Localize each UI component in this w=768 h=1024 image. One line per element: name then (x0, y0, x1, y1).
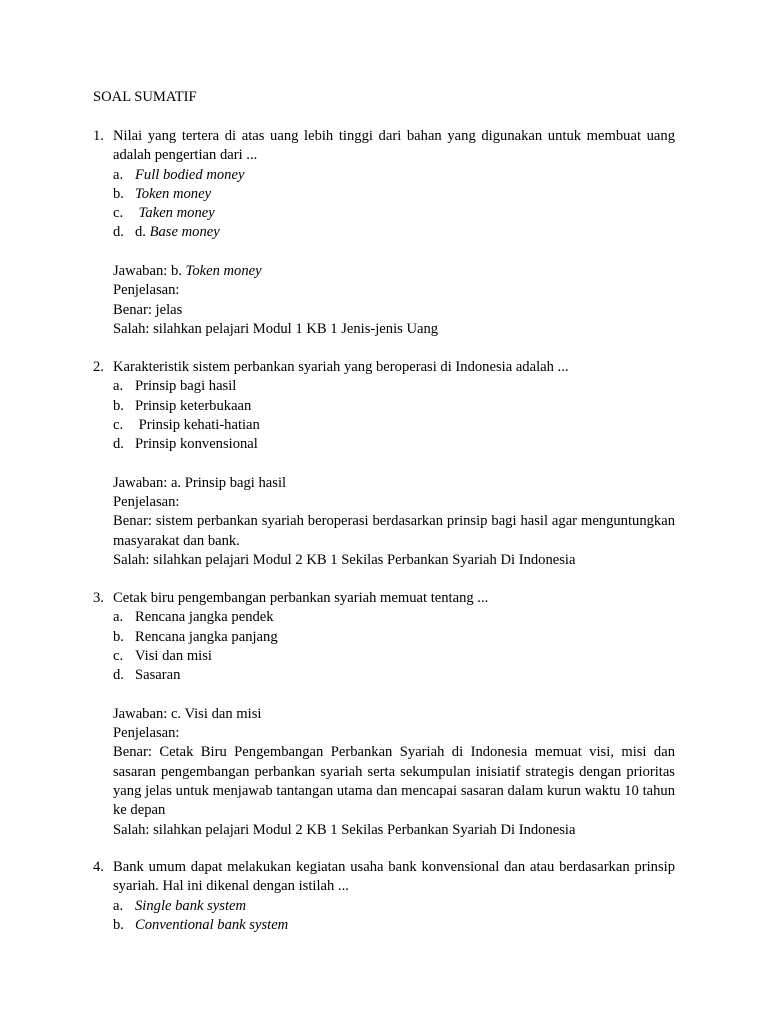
option-letter: b. (113, 397, 124, 414)
wrong-explanation: Salah: silahkan pelajari Modul 2 KB 1 Sekilas Perbankan Syariah Di Indonesia (113, 821, 576, 838)
option-a (93, 608, 675, 627)
option-text: Prinsip keterbukaan (135, 397, 252, 414)
option-text: Rencana jangka pendek (135, 609, 274, 626)
option-text: Base money (149, 224, 220, 241)
correct-explanation: Benar: jelas (113, 301, 183, 318)
option-text: Taken money (135, 205, 215, 222)
question-stem (93, 358, 675, 377)
option-letter: b. (113, 916, 124, 933)
option-list (93, 608, 675, 685)
question-stem (93, 858, 675, 897)
option-c (93, 204, 675, 223)
option-list (93, 897, 675, 936)
question-text: Cetak biru pengembangan perbankan syariah memuat tentang ... (113, 590, 489, 606)
option-b (93, 628, 675, 647)
option-text: Sasaran (135, 667, 181, 684)
question-1 (93, 127, 675, 339)
option-b (93, 397, 675, 416)
question-text: Bank umum dapat melakukan kegiatan usaha bank konvensional dan atau berdasarkan prinsip syariah. Hal ini dikenal dengan istilah ... (113, 859, 675, 895)
option-text: Prinsip konvensional (135, 436, 258, 453)
question-stem (93, 589, 675, 608)
option-letter: c. (113, 205, 124, 222)
answer-value: Token money (185, 263, 262, 280)
option-text: Prinsip kehati-hatian (135, 416, 260, 433)
option-b (93, 185, 675, 204)
question-text: Nilai yang tertera di atas uang lebih tinggi dari bahan yang digunakan untuk membuat uang adalah pengertian dari ... (113, 128, 675, 164)
question-2 (93, 358, 675, 570)
option-letter: a. (113, 609, 124, 626)
answer-line (113, 262, 675, 281)
option-b (93, 916, 675, 935)
option-letter: d. (113, 436, 124, 453)
question-number: 4. (93, 859, 104, 875)
option-text: Prinsip bagi hasil (135, 378, 237, 395)
correct-explanation: Benar: sistem perbankan syariah beroperasi berdasarkan prinsip bagi hasil agar menguntungkan masyarakat dan bank. (113, 513, 675, 549)
option-letter: b. (113, 185, 124, 202)
correct-explanation: Benar: Cetak Biru Pengembangan Perbankan Syariah di Indonesia memuat visi, misi dan sasaran pengembangan perbankan syariah serta sekumpulan inisiatif strategis dengan prioritas yang jelas untuk menjawab tantangan utama dan mencapai sasaran dalam kurun waktu 10 tahun ke depan (113, 744, 675, 819)
answer-line (113, 474, 675, 493)
answer-line (113, 705, 675, 724)
wrong-explanation: Salah: silahkan pelajari Modul 2 KB 1 Sekilas Perbankan Syariah Di Indonesia (113, 551, 576, 568)
option-letter: c. (113, 647, 124, 664)
option-list (93, 166, 675, 243)
answer-block (93, 705, 675, 840)
option-a (93, 377, 675, 396)
question-text: Karakteristik sistem perbankan syariah yang beroperasi di Indonesia adalah ... (113, 359, 569, 375)
option-letter: a. (113, 897, 124, 914)
answer-value: Prinsip bagi hasil (184, 474, 287, 491)
option-a (93, 897, 675, 916)
option-letter: c. (113, 416, 124, 433)
option-letter: d. (113, 224, 124, 241)
option-text: Rencana jangka panjang (135, 628, 278, 645)
option-letter: a. (113, 378, 124, 395)
question-4 (93, 858, 675, 935)
option-c (93, 647, 675, 666)
option-text: Full bodied money (135, 166, 245, 183)
explanation-label: Penjelasan: (113, 494, 180, 511)
option-list (93, 377, 675, 454)
option-d (93, 435, 675, 454)
option-letter: a. (113, 166, 124, 183)
option-letter: b. (113, 628, 124, 645)
wrong-explanation: Salah: silahkan pelajari Modul 1 KB 1 Jenis-jenis Uang (113, 320, 439, 337)
answer-block (93, 474, 675, 570)
option-a (93, 166, 675, 185)
option-text: Token money (135, 185, 212, 202)
option-text-wrap (135, 223, 220, 242)
document-title: SOAL SUMATIF (93, 89, 197, 105)
answer-prefix: Jawaban: c. (113, 705, 185, 722)
option-c (93, 416, 675, 435)
answer-prefix: Jawaban: b. (113, 263, 186, 280)
question-number: 3. (93, 590, 104, 606)
option-text: Visi dan misi (135, 647, 212, 664)
question-number: 1. (93, 128, 104, 144)
question-number: 2. (93, 359, 104, 375)
option-text: Single bank system (135, 897, 247, 914)
option-d (93, 666, 675, 685)
option-text: Conventional bank system (135, 916, 289, 933)
explanation-label: Penjelasan: (113, 282, 180, 299)
option-d (93, 223, 675, 242)
question-stem (93, 127, 675, 166)
answer-prefix: Jawaban: a. (113, 474, 185, 491)
answer-value: Visi dan misi (184, 705, 262, 722)
option-prefix: d. (135, 224, 150, 241)
question-3 (93, 589, 675, 840)
answer-block (93, 262, 675, 339)
explanation-label: Penjelasan: (113, 725, 180, 742)
option-letter: d. (113, 667, 124, 684)
